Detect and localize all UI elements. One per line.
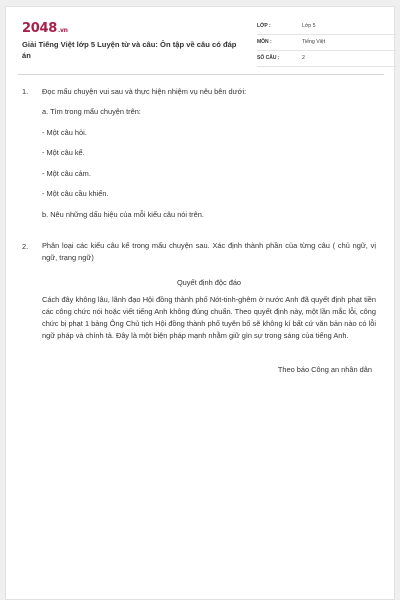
list-item: - Một câu kể. <box>42 148 85 157</box>
header-divider <box>18 74 384 75</box>
meta-value: Tiếng Việt <box>302 39 326 45</box>
meta-row-subject <box>257 35 397 51</box>
logo-suffix: .vn <box>57 27 68 34</box>
document-page <box>5 6 395 600</box>
meta-table <box>257 19 397 67</box>
story-title: Quyết định độc đáo <box>176 278 242 287</box>
story-text: Cách đây không lâu, lãnh đạo Hội đồng thành phố Nót-tinh-ghêm ở nước Anh đã quyết định phạt tiền các công chức nói hoặc viết tiếng Anh không đúng chuẩn. Theo quyết định này, một lần mắc lỗi, công chức bị phạt 1 bảng Ông Chủ tịch Hội đồng thành phố tuyên bố sẽ không kí bất cứ văn bản nào có lỗi ngữ pháp và chính tả. Đây là một biện pháp mạnh nhằm giữ gìn sự trong sáng của tiếng Anh. <box>42 295 376 341</box>
logo-text: 2048 <box>22 21 57 36</box>
site-logo[interactable] <box>22 21 68 36</box>
document-header <box>22 19 392 69</box>
question-number: 2. <box>22 242 29 251</box>
list-item: - Một câu cầu khiến. <box>42 189 109 198</box>
list-item: - Một câu cảm. <box>42 169 91 178</box>
question-prompt: Đọc mẩu chuyện vui sau và thực hiện nhiệm vụ nêu bên dưới: <box>42 87 247 96</box>
story-source: Theo báo Công an nhân dân <box>277 365 372 374</box>
meta-value: Lớp 5 <box>302 23 316 29</box>
meta-key: MÔN : <box>257 39 272 45</box>
meta-row-grade <box>257 19 397 35</box>
question-part-b: b. Nêu những dấu hiệu của mỗi kiểu câu nói trên. <box>42 210 204 219</box>
meta-value: 2 <box>302 55 305 61</box>
meta-row-count <box>257 51 397 67</box>
list-item: - Một câu hỏi. <box>42 128 87 137</box>
question-prompt: Phân loại các kiểu câu kể trong mẩu chuyện sau. Xác định thành phần của từng câu ( chủ ngữ, vị ngữ, trạng ngữ) <box>42 241 376 263</box>
question-part-a: a. Tìm trong mẩu chuyện trên: <box>42 107 141 116</box>
question-number: 1. <box>22 87 29 96</box>
meta-key: LỚP : <box>257 23 271 29</box>
meta-key: SỐ CÂU : <box>257 55 280 61</box>
document-title: Giải Tiếng Việt lớp 5 Luyện từ và câu: Ôn tập về câu có đáp án <box>22 40 237 60</box>
